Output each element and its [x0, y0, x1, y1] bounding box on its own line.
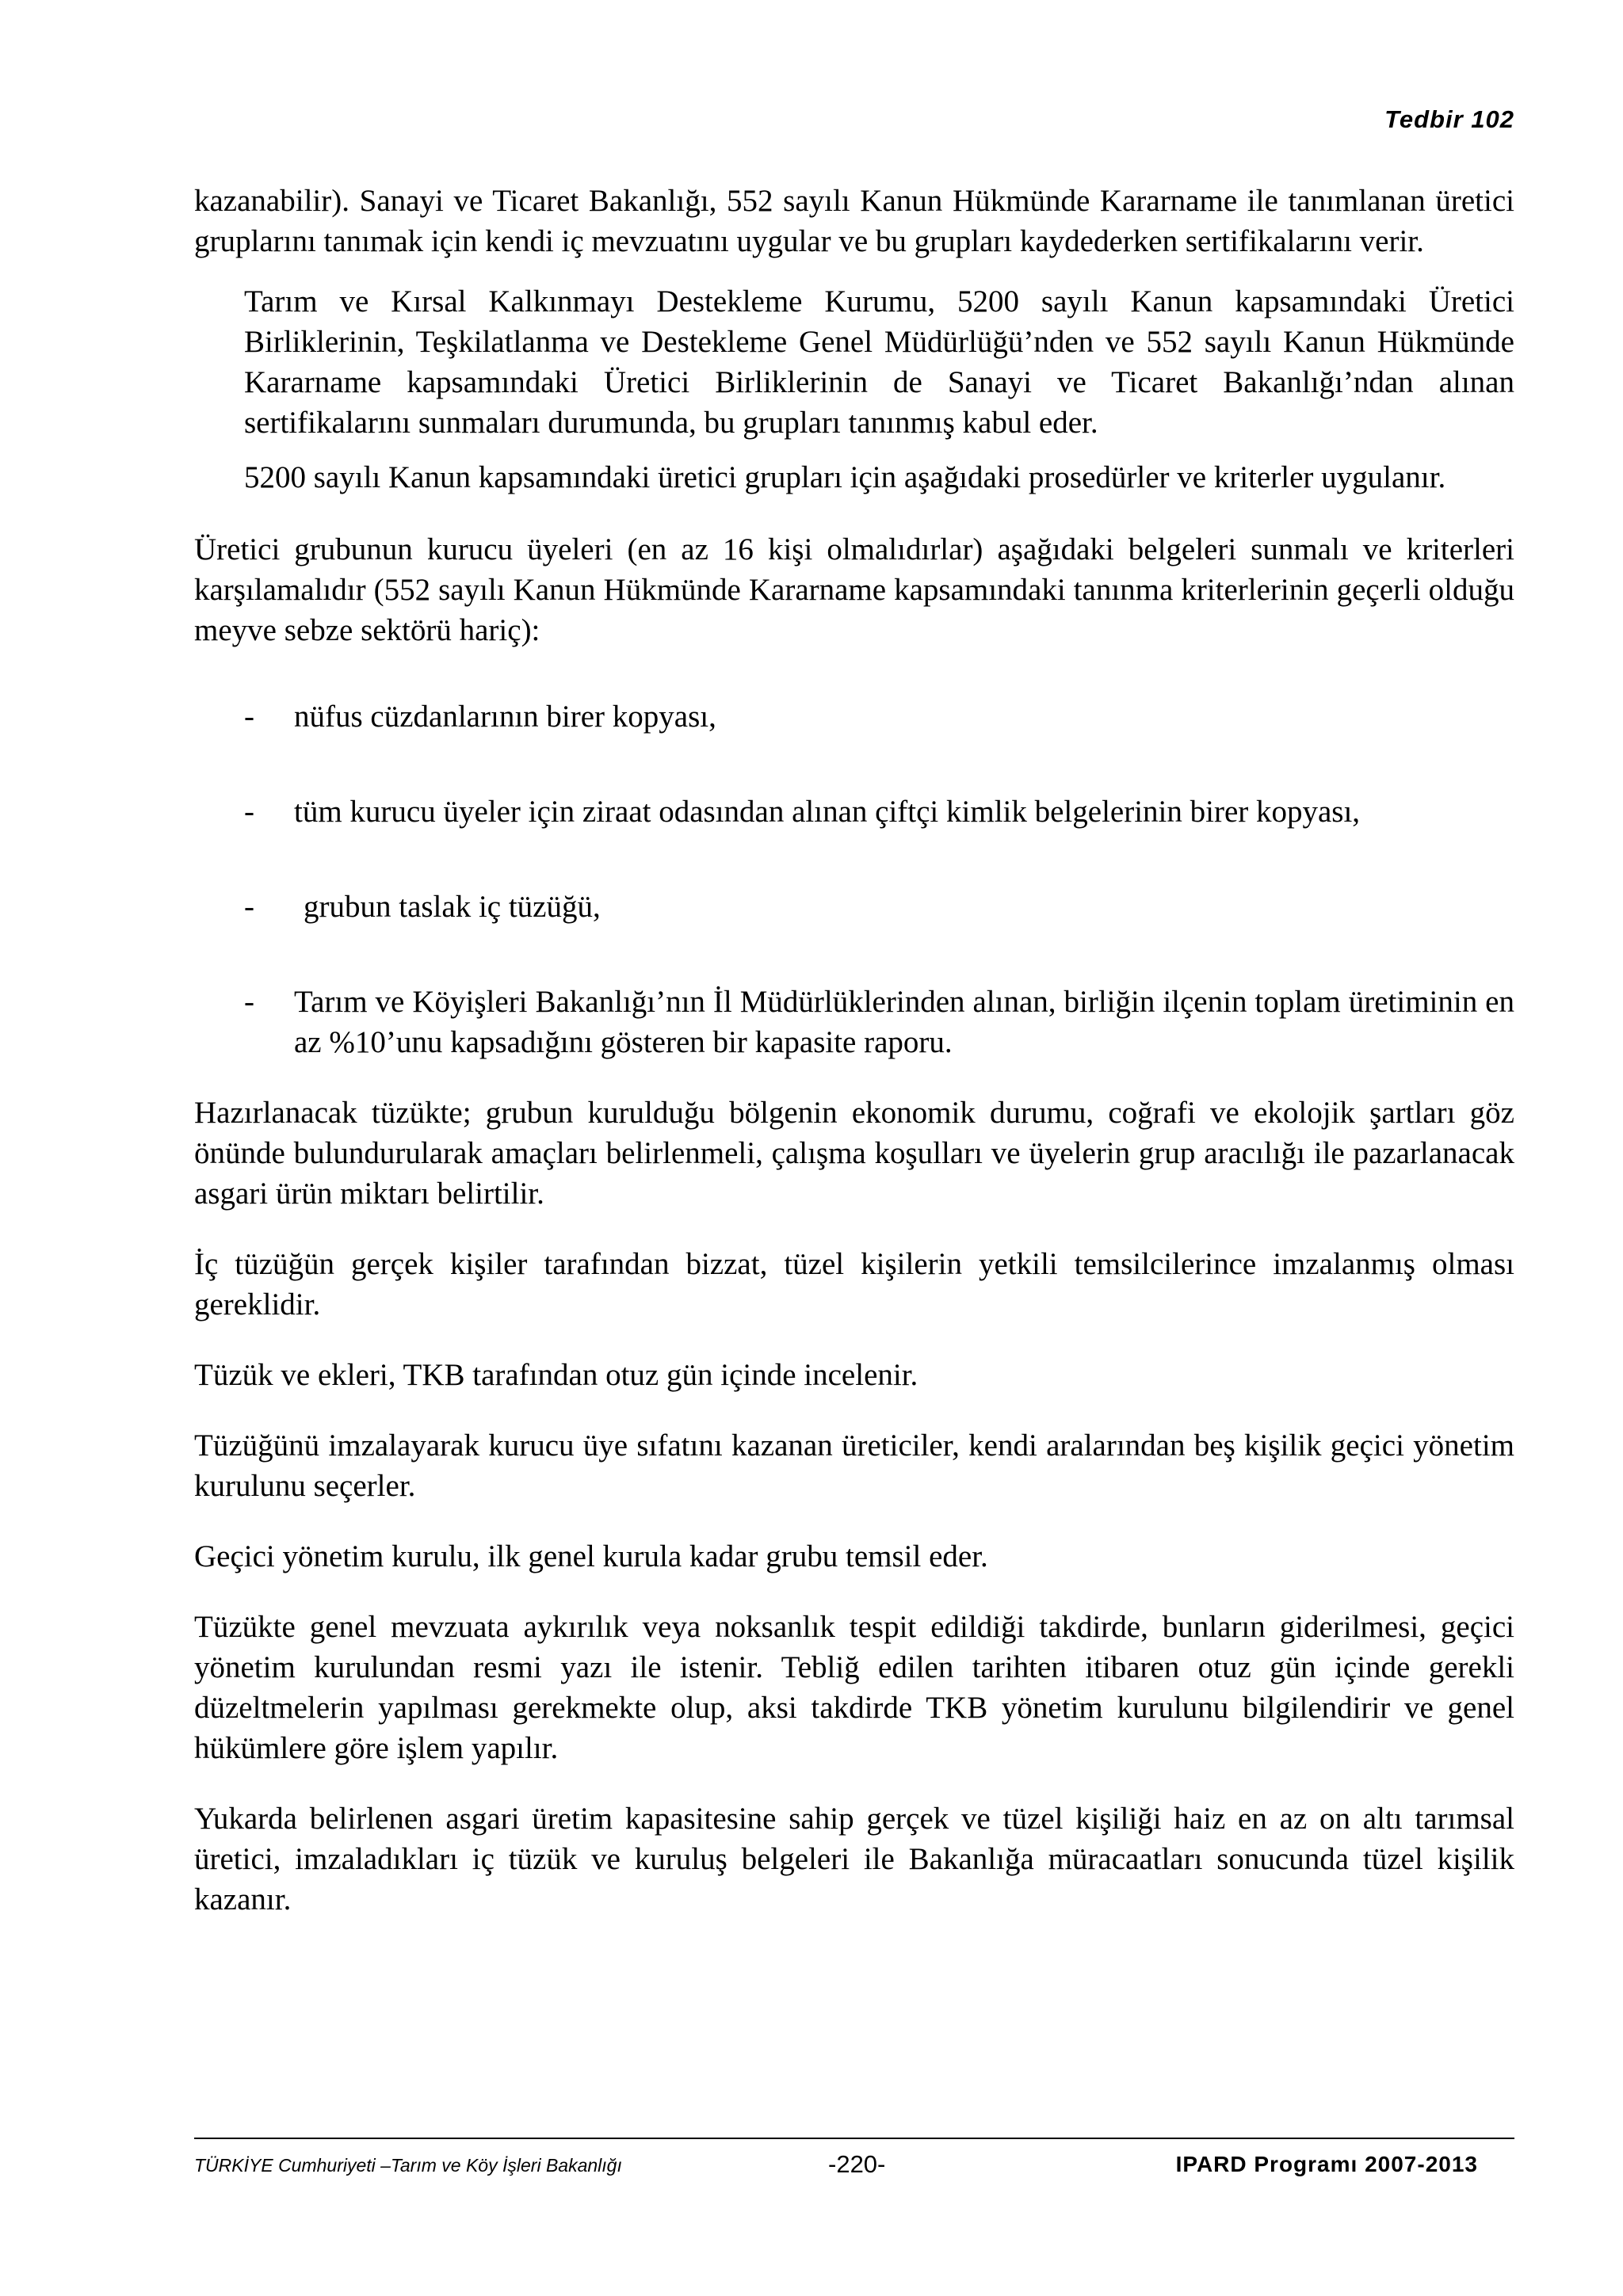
footer-program: IPARD Programı 2007-2013	[1175, 2152, 1478, 2176]
footer-ministry: TÜRKİYE Cumhuriyeti –Tarım ve Köy İşleri Bakanlığı	[194, 2155, 622, 2176]
paragraph: Tüzük ve ekleri, TKB tarafından otuz gün içinde incelenir.	[194, 1358, 918, 1392]
list-item-text: nüfus cüzdanlarının birer kopyası,	[294, 700, 716, 734]
paragraph: Hazırlanacak tüzükte; grubun kurulduğu bölgenin ekonomik durumu, coğrafi ve ekolojik şartları göz önünde bulundurularak amaçları belirlenmeli, çalışma koşulları ve üyelerin grup aracılığı ile pazarlanacak asgari ürün miktarı belirtilir.	[194, 1096, 1514, 1211]
list-item	[194, 791, 1514, 832]
page-footer	[194, 2149, 1514, 2180]
document-body	[194, 181, 1514, 1939]
list-item-text: tüm kurucu üyeler için ziraat odasından alınan çiftçi kimlik belgelerinin birer kopyası,	[294, 795, 1361, 829]
list-bullet: -	[244, 795, 254, 829]
list-bullet: -	[244, 985, 254, 1019]
page-header-title: Tedbir 102	[1384, 105, 1514, 133]
footer-page-number: -220-	[828, 2150, 886, 2178]
list-bullet: -	[244, 890, 254, 924]
list-bullet: -	[244, 700, 254, 734]
list-item-text: grubun taslak iç tüzüğü,	[304, 890, 601, 924]
paragraph-indented: 5200 sayılı Kanun kapsamındaki üretici grupları için aşağıdaki prosedürler ve kriterler uygulanır.	[244, 460, 1446, 494]
paragraph: Üretici grubunun kurucu üyeleri (en az 16 kişi olmalıdırlar) aşağıdaki belgeleri sunmalı ve kriterleri karşılamalıdır (552 sayılı Kanun Hükmünde Kararname kapsamındaki tanınma kriterlerinin geçerli olduğu meyve sebze sektörü hariç):	[194, 532, 1514, 647]
paragraph: İç tüzüğün gerçek kişiler tarafından bizzat, tüzel kişilerin yetkili temsilcilerince imzalanmış olması gereklidir.	[194, 1247, 1514, 1322]
paragraph-continuation: kazanabilir). Sanayi ve Ticaret Bakanlığı, 552 sayılı Kanun Hükmünde Kararname ile tanımlanan üretici gruplarını tanımak için kendi iç mevzuatını uygular ve bu grupları kaydederken sertifikalarını verir.	[194, 184, 1514, 258]
list-item	[194, 887, 1514, 927]
paragraph-indented: Tarım ve Kırsal Kalkınmayı Destekleme Kurumu, 5200 sayılı Kanun kapsamındaki Üretici Birliklerinin, Teşkilatlanma ve Destekleme Genel Müdürlüğü’nden ve 552 sayılı Kanun Hükmünde Kararname kapsamındaki Üretici Birliklerinin de Sanayi ve Ticaret Bakanlığı’ndan alınan sertifikalarını sunmaları durumunda, bu grupları tanınmış kabul eder.	[244, 284, 1514, 440]
paragraph: Tüzüğünü imzalayarak kurucu üye sıfatını kazanan üreticiler, kendi aralarından beş kişilik geçici yönetim kurulunu seçerler.	[194, 1428, 1514, 1503]
paragraph: Tüzükte genel mevzuata aykırılık veya noksanlık tespit edildiği takdirde, bunların giderilmesi, geçici yönetim kurulundan resmi yazı ile istenir. Tebliğ edilen tarihten itibaren otuz gün içinde gerekli düzeltmelerin yapılması gerekmekte olup, aksi takdirde TKB yönetim kurulunu bilgilendirir ve genel hükümlere göre işlem yapılır.	[194, 1610, 1514, 1765]
list-item-text: Tarım ve Köyişleri Bakanlığı’nın İl Müdürlüklerinden alınan, birliğin ilçenin toplam üretiminin en az %10’unu kapsadığını gösteren bir kapasite raporu.	[294, 985, 1514, 1059]
footer-divider	[194, 2138, 1514, 2139]
list-item	[194, 696, 1514, 737]
paragraph: Geçici yönetim kurulu, ilk genel kurula kadar grubu temsil eder.	[194, 1539, 988, 1573]
document-list	[194, 696, 1514, 1062]
paragraph: Yukarda belirlenen asgari üretim kapasitesine sahip gerçek ve tüzel kişiliği haiz en az on altı tarımsal üretici, imzaladıkları iç tüzük ve kuruluş belgeleri ile Bakanlığa müracaatları sonucunda tüzel kişilik kazanır.	[194, 1802, 1514, 1917]
list-item	[194, 982, 1514, 1062]
